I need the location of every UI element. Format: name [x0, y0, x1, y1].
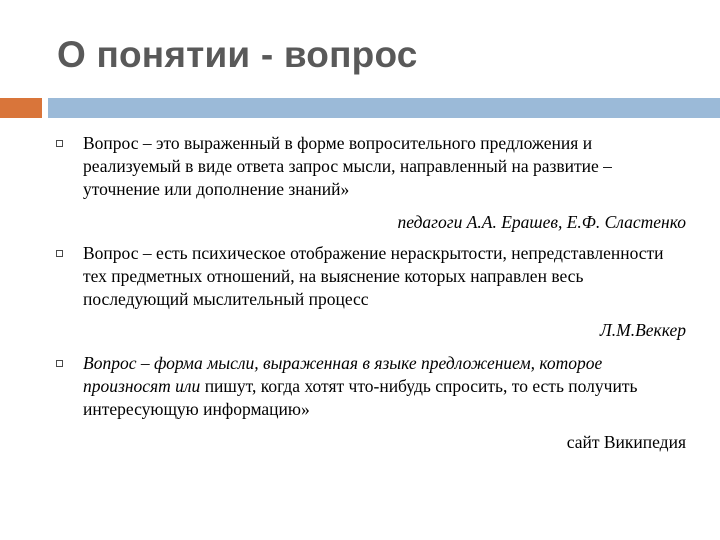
definition-text-3	[83, 352, 686, 421]
source-author-1: педагоги А.А. Ерашев, Е.Ф. Сластенко	[397, 212, 686, 232]
bullet-item-1	[56, 132, 686, 201]
bullet-item-3	[56, 352, 686, 421]
square-bullet-icon	[56, 360, 63, 367]
definition-text-3-italic: Вопрос – форма мысли, выраженная в языке предложением, которое произносят или	[83, 353, 603, 396]
square-bullet-icon	[56, 140, 63, 147]
source-author-3: сайт Википедия	[566, 432, 686, 452]
bullet-item-2	[56, 242, 686, 311]
source-author-2: Л.М.Веккер	[599, 320, 686, 340]
accent-bar-blue	[48, 98, 720, 118]
definition-text-1: Вопрос – это выраженный в форме вопросительного предложения и реализуемый в виде ответа запрос мысли, направленный на развитие – уточнение или дополнение знаний»	[83, 133, 612, 199]
slide-title: О понятии - вопрос	[57, 34, 418, 75]
content-area	[56, 130, 686, 454]
definition-text-3-plain: пишут, когда хотят что-нибудь спросить, то есть получить интересующую информацию»	[83, 376, 638, 419]
definition-text-2: Вопрос – есть психическое отображение нераскрытости, непредставленности тех предметных отношений, на выяснение которых направлен весь последующий мыслительный процесс	[83, 243, 664, 309]
accent-bar-orange	[0, 98, 42, 118]
square-bullet-icon	[56, 250, 63, 257]
